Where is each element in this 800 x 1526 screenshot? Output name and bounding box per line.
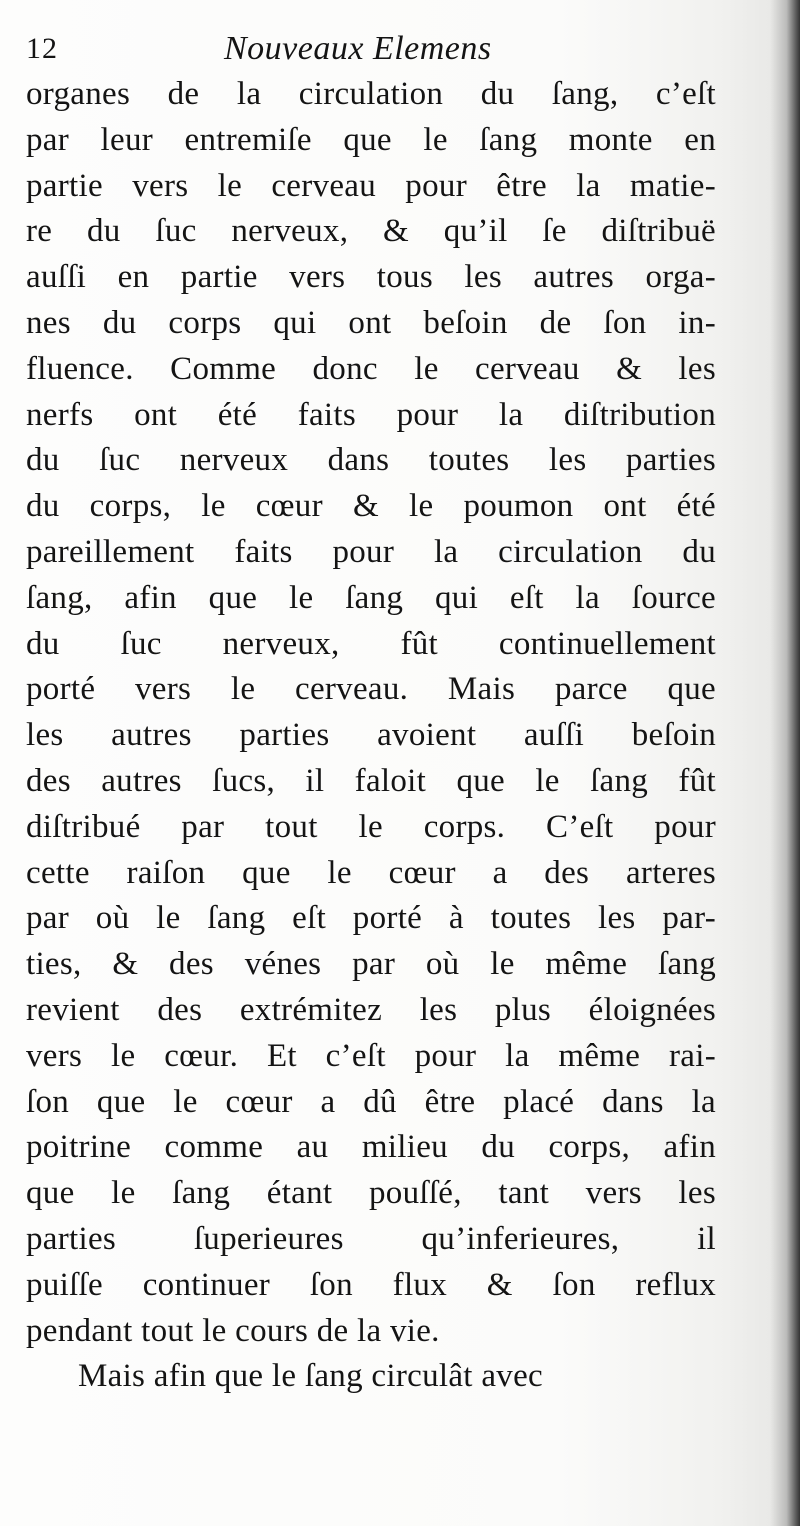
text-line: par leur entremiſe que le ſang monte en [26, 121, 716, 158]
text-line: fluence. Comme donc le cerveau & les [26, 350, 716, 387]
page-number: 12 [26, 32, 58, 65]
text-line: par où le ſang eſt porté à toutes les par- [26, 900, 716, 937]
running-title: Nouveaux Elemens [224, 30, 492, 67]
text-line: des autres ſucs, il faloit que le ſang fût [26, 762, 716, 799]
text-line: partie vers le cerveau pour être la matie- [26, 167, 716, 204]
text-line: re du ſuc nerveux, & qu’il ſe diſtribuë [26, 213, 716, 250]
text-line: porté vers le cerveau. Mais parce que [26, 671, 716, 708]
text-line: auſſi en partie vers tous les autres orga- [26, 259, 716, 296]
text-line: du ſuc nerveux dans toutes les parties [26, 442, 716, 479]
text-line: puiſſe continuer ſon flux & ſon reflux [26, 1266, 716, 1303]
text-line: revient des extrémitez les plus éloignées [26, 991, 716, 1028]
text-line: nes du corps qui ont beſoin de ſon in- [26, 304, 716, 341]
text-line: que le ſang étant pouſſé, tant vers les [26, 1175, 716, 1212]
text-line: organes de la circulation du ſang, c’eſt [26, 76, 716, 112]
text-line: pareillement faits pour la circulation du [26, 533, 716, 570]
binding-shadow [770, 0, 800, 1526]
text-line: du ſuc nerveux, fût continuellement [26, 625, 716, 662]
text-line: ſon que le cœur a dû être placé dans la [26, 1083, 716, 1120]
text-line: nerfs ont été faits pour la diſtribution [26, 396, 716, 433]
body-text [26, 72, 716, 1400]
text-line: parties ſuperieures qu’inferieures, il [26, 1220, 716, 1257]
text-line: du corps, le cœur & le poumon ont été [26, 488, 716, 525]
text-line: pendant tout le cours de la vie. [26, 1312, 440, 1349]
text-line: vers le cœur. Et c’eſt pour la même rai- [26, 1037, 716, 1074]
text-line: diſtribué par tout le corps. C’eſt pour [26, 808, 716, 845]
text-line: ſang, afin que le ſang qui eſt la ſource [26, 579, 716, 616]
text-line: Mais afin que le ſang circulât avec [78, 1358, 543, 1395]
text-line: ties, & des vénes par où le même ſang [26, 946, 716, 983]
text-line: cette raiſon que le cœur a des arteres [26, 854, 716, 891]
text-line: les autres parties avoient auſſi beſoin [26, 717, 716, 754]
text-line: poitrine comme au milieu du corps, afin [26, 1129, 716, 1166]
